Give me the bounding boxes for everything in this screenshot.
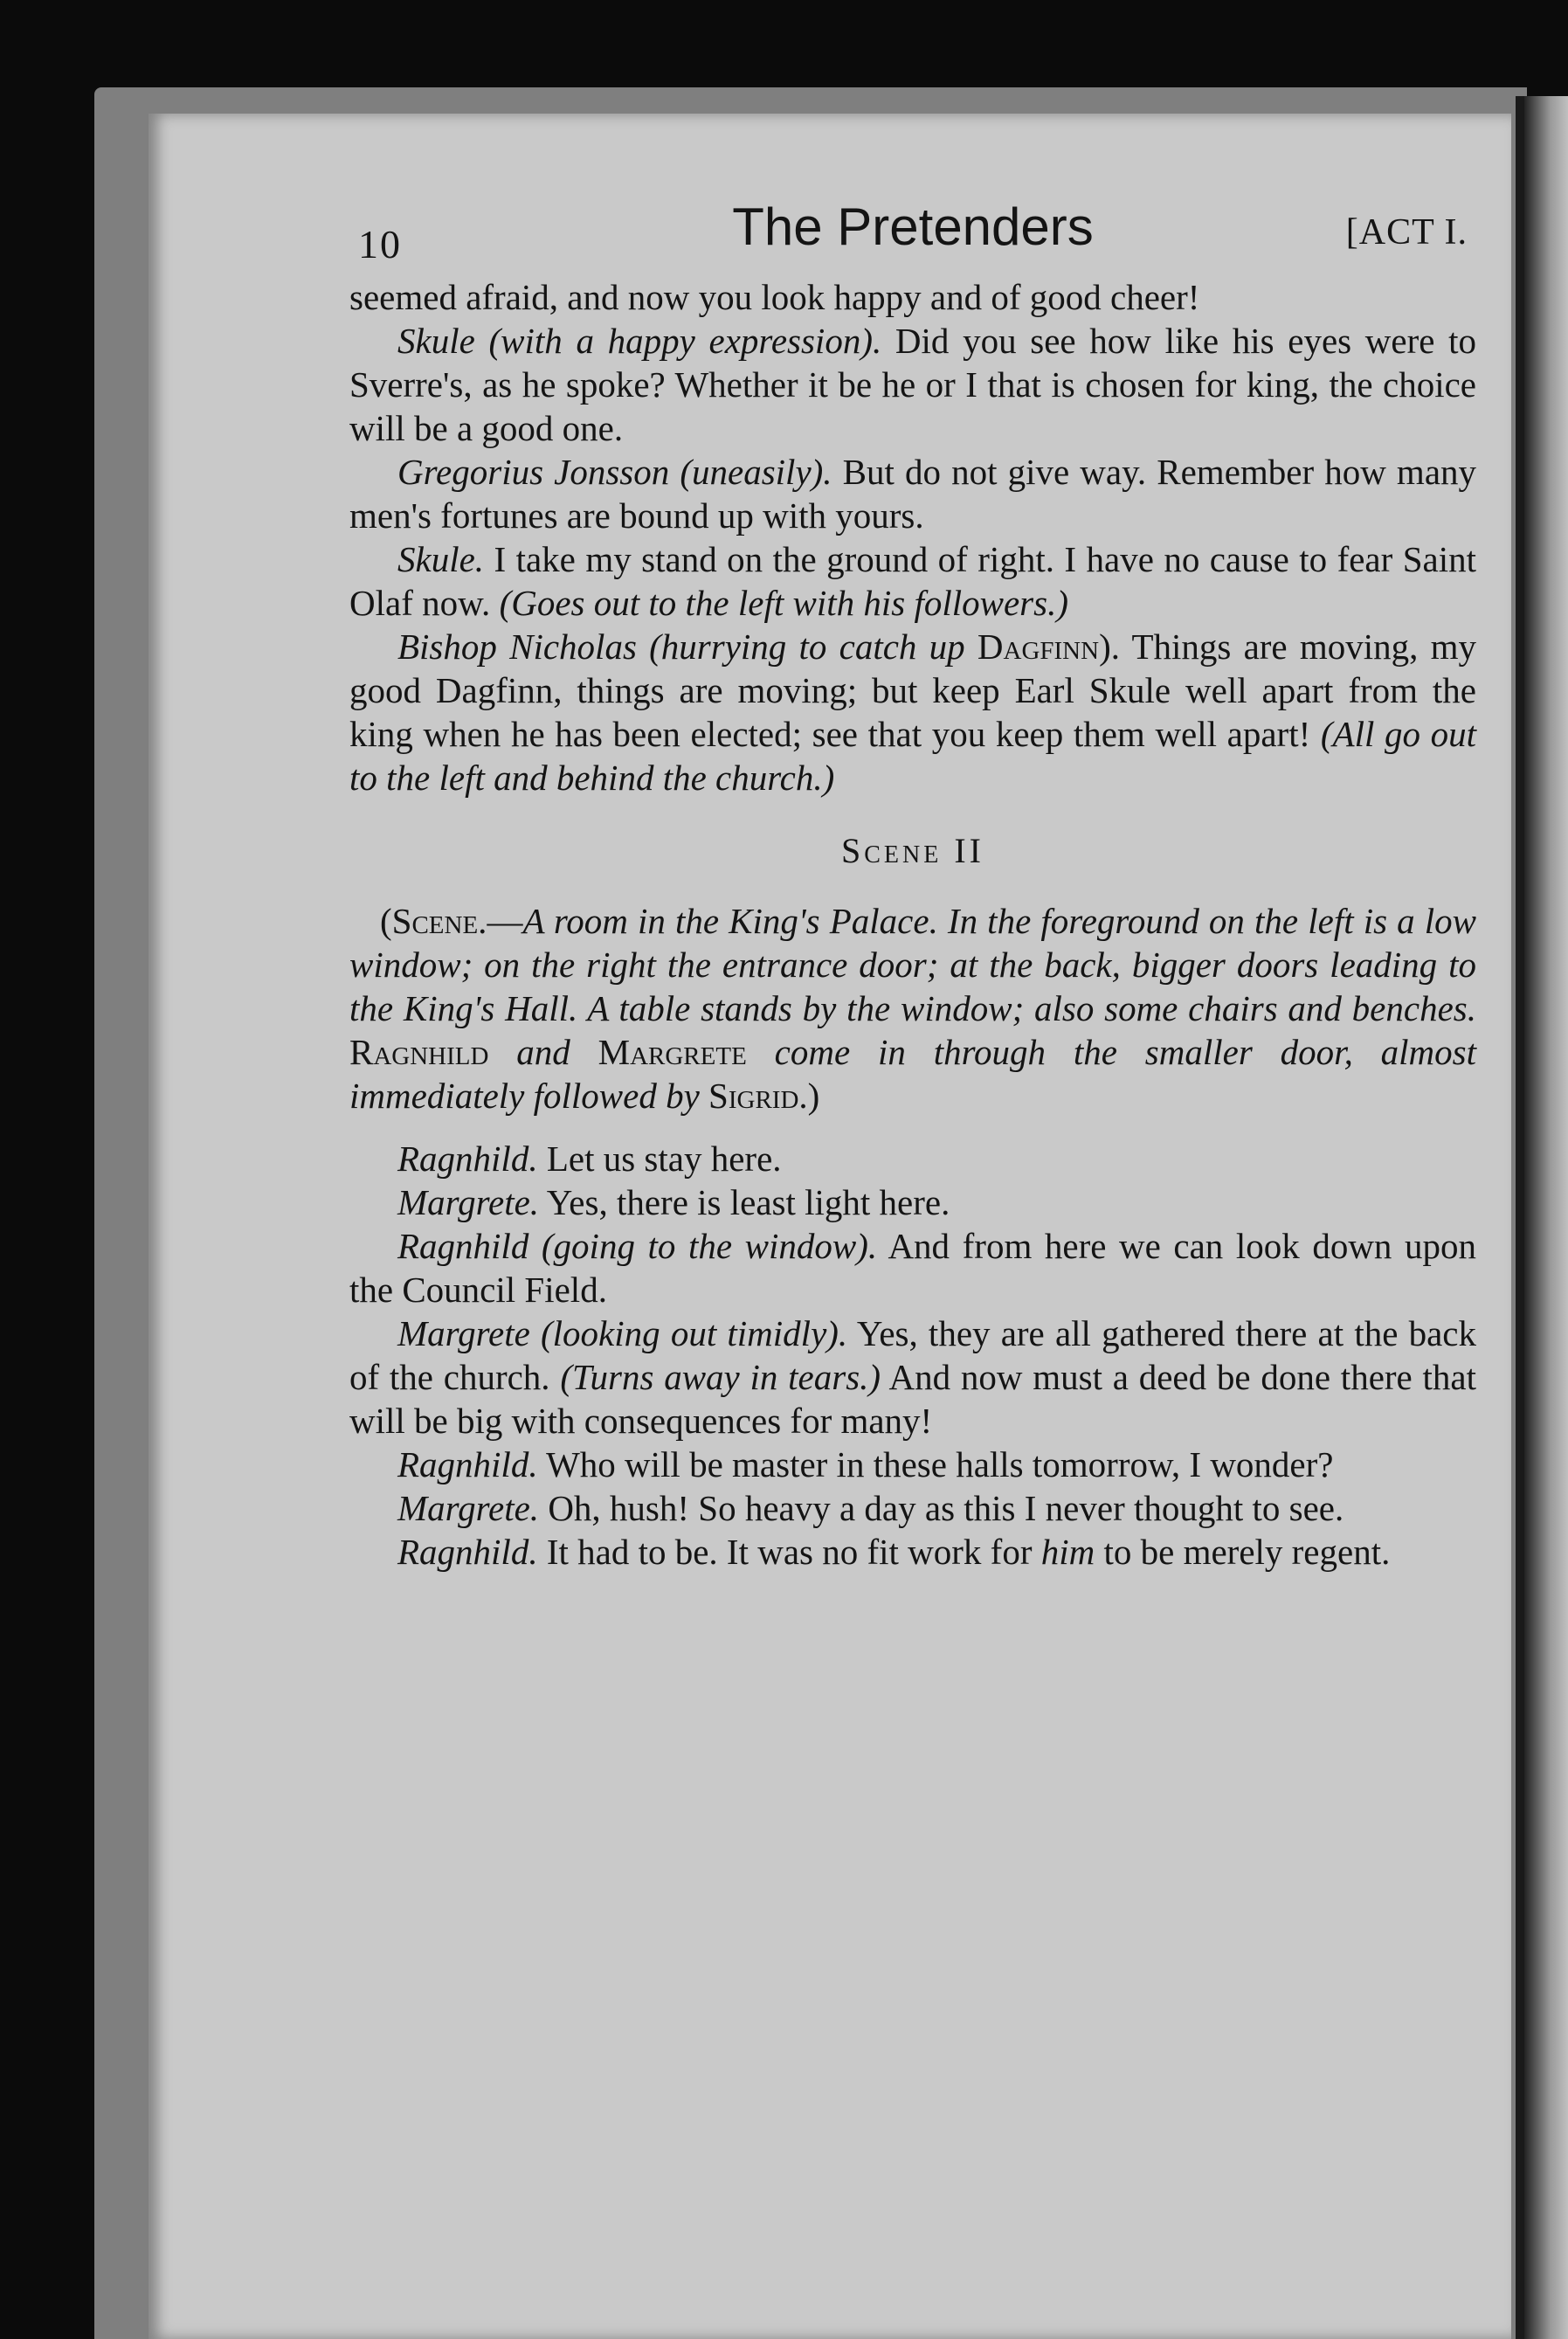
stage-direction: (looking out timidly). xyxy=(541,1313,848,1353)
speech-text: Did you see how like his eyes were to Sverre's, as he spoke? Whether it be he or I that is chosen for king, the choice will be a good one. xyxy=(349,321,1477,448)
running-header xyxy=(349,197,1476,275)
speech xyxy=(349,319,1476,450)
speaker: Margrete. xyxy=(397,1182,540,1222)
stage-direction: (Goes out to the left with his followers.) xyxy=(499,583,1068,623)
speaker: Margrete. xyxy=(397,1488,540,1528)
speech xyxy=(349,1137,1476,1180)
paren: .) xyxy=(798,1076,820,1116)
speaker: Ragnhild. xyxy=(397,1138,538,1179)
page-content xyxy=(349,197,1476,1574)
speaker: Ragnhild. xyxy=(397,1444,538,1484)
stage-direction: (Turns away in tears.) xyxy=(560,1357,881,1397)
speech-text: Oh, hush! So heavy a day as this I never thought to see. xyxy=(548,1488,1344,1528)
running-title: The Pretenders xyxy=(732,197,1094,256)
paren: ( xyxy=(380,901,392,941)
stage-direction: A room in the King's Palace. In the foreground on the left is a low window; on the right the entrance door; at the back, bigger doors leading to the King's Hall. A table stands by the window; also some chairs and benches. xyxy=(349,901,1476,1028)
conjunction: and xyxy=(516,1032,570,1072)
speech-text: And now must a deed be done there that will be big with consequences for many! xyxy=(349,1357,1476,1441)
stage-direction: (with a happy expression). xyxy=(488,321,882,361)
character-name: Sigrid xyxy=(708,1076,799,1116)
speech xyxy=(349,1224,1476,1311)
scene-description xyxy=(349,899,1476,1118)
speech-text: Yes, there is least light here. xyxy=(546,1182,950,1222)
speaker: Gregorius Jonsson xyxy=(397,452,670,492)
speech-text: to be merely regent. xyxy=(1103,1532,1391,1572)
speech-text: Yes, they are all gathered there at the back of the church. xyxy=(349,1313,1476,1397)
speech xyxy=(349,537,1476,625)
speech-text: It had to be. It was no fit work for xyxy=(546,1532,1033,1572)
character-name: Margrete xyxy=(597,1032,747,1072)
dash: — xyxy=(487,901,523,941)
act-marker: [ACT I. xyxy=(1345,212,1468,253)
stage-direction: come in through the smaller door, almost immediately followed by xyxy=(349,1032,1476,1116)
speech-text: Who will be master in these halls tomorrow, I wonder? xyxy=(546,1444,1334,1484)
speech xyxy=(349,1180,1476,1224)
speech xyxy=(349,450,1476,537)
stage-direction: (hurrying to catch up xyxy=(649,626,965,667)
speaker: Skule xyxy=(397,321,475,361)
speech-text: And from here we can look down upon the Council Field. xyxy=(349,1226,1477,1310)
speech xyxy=(349,1443,1476,1486)
character-name: Ragnhild xyxy=(349,1032,489,1072)
speaker: Ragnhild. xyxy=(397,1532,538,1572)
stage-direction: (uneasily). xyxy=(680,452,832,492)
speech-text: Things are moving, my good Dagfinn, things are moving; but keep Earl Skule well apart from the king when he has been elected; see that you keep them well apart! xyxy=(349,626,1476,754)
speech xyxy=(349,625,1476,799)
stage-direction: (All go out to the left and behind the church.) xyxy=(349,714,1476,798)
stage-direction-close: ). xyxy=(1099,626,1120,667)
speaker: Margrete xyxy=(397,1313,530,1353)
speech xyxy=(349,1311,1476,1443)
speech xyxy=(349,1530,1476,1574)
text: seemed afraid, and now you look happy and of good cheer! xyxy=(349,277,1200,317)
speech-text: Let us stay here. xyxy=(546,1138,782,1179)
stage-direction: (going to the window). xyxy=(541,1226,878,1266)
speaker: Bishop Nicholas xyxy=(397,626,637,667)
speaker: Skule. xyxy=(397,539,485,579)
scene-label: Scene. xyxy=(391,901,487,941)
scene-heading: Scene II xyxy=(841,831,984,870)
speaker: Ragnhild xyxy=(397,1226,529,1266)
paragraph xyxy=(349,275,1476,319)
page-number: 10 xyxy=(358,222,402,266)
speech xyxy=(349,1486,1476,1530)
facing-page-edge xyxy=(1524,96,1568,2339)
speech-text: I take my stand on the ground of right. I have no cause to fear Saint Olaf now. xyxy=(349,539,1477,623)
character-name: Dagfinn xyxy=(977,626,1100,667)
emphasis: him xyxy=(1040,1532,1095,1572)
speech-text: But do not give way. Remember how many men's fortunes are bound up with yours. xyxy=(349,452,1477,536)
